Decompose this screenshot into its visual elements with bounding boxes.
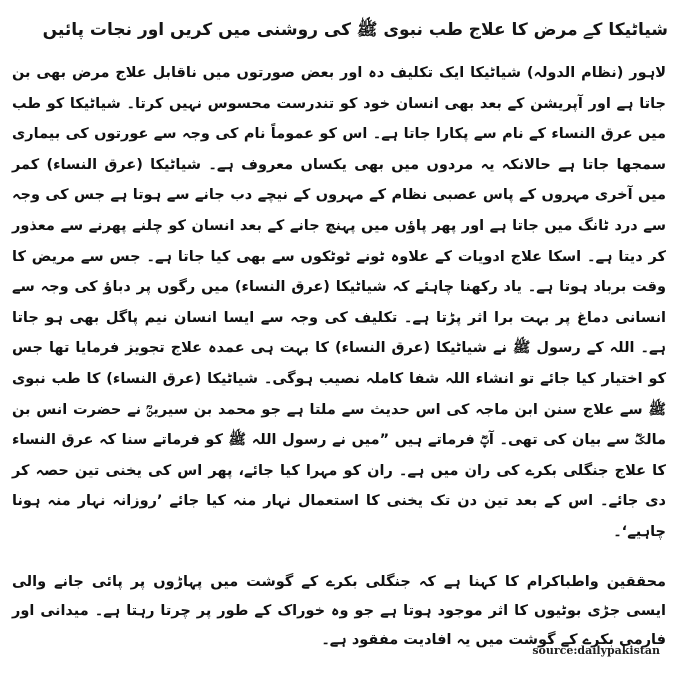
article-paragraph: محققین واطباکرام کا کہنا ہے کہ جنگلی بکرے کے گوشت میں پہاڑوں پر پائی جانے والی ایسی جڑی بوٹیوں کا اثر موجود ہوتا ہے جو وہ خوراک کے طور پر چرتا رہتا ہے۔ میدانی اور فارمی بکرے کے گوشت میں یہ افادیت مفقود ہے۔ (12, 573, 666, 648)
article-headline: شیاٹیکا کے مرض کا علاج طب نبوی ﷺ کی روشنی میں کریں اور نجات پائیں (42, 20, 668, 41)
article-body (12, 58, 666, 655)
article-paragraph: لاہور (نظام الدولہ) شیاٹیکا ایک تکلیف دہ اور بعض صورتوں میں ناقابل علاج مرض بھی بن جاتا ہے اور آپریشن کے بعد بھی انسان خود کو تندرست محسوس نہیں کرتا۔ شیاٹیکا کو طب میں عرق النساء کے نام سے پکارا جاتا ہے۔ اس کو عموماً نام کی وجہ سے عورتوں کی بیماری سمجھا جاتا ہے حالانکہ یہ مردوں میں بھی یکساں معروف ہے۔ شیاٹیکا (عرق النساء) کمر میں آخری مہروں کے پاس عصبی نظام کے مہروں کے نیچے دب جانے سے ہوتا ہے جس کی وجہ سے درد ٹانگ میں جاتا ہے اور پھر پاؤں میں پہنچ جانے کے بعد انسان کو چلنے پھرنے سے معذور کر دیتا ہے۔ اسکا علاج ادویات کے علاوہ ٹونے ٹوٹکوں سے بھی کیا جاتا ہے۔ جس سے مریض کا وقت برباد ہوتا ہے۔ یاد رکھنا چاہئے کہ شیاٹیکا (عرق النساء) میں رگوں پر دباؤ کی وجہ سے انسانی دماغ پر بہت برا اثر پڑتا ہے۔ تکلیف کی وجہ سے ایسا انسان نیم پاگل بھی ہو جاتا ہے۔ اللہ کے رسول ﷺ نے شیاٹیکا (عرق النساء) کا بہت ہی عمدہ علاج تجویز فرمایا تھا جس کو اختیار کیا جائے تو انشاء اللہ شفا کاملہ نصیب ہوگی۔ شیاٹیکا (عرق النساء) کا طب نبوی ﷺ سے علاج سنن ابن ماجہ کی اس حدیث سے ملتا ہے جو محمد بن سیرینؒ نے حضرت انس بن مالکؓ سے بیان کی تھی۔ آپؓ فرماتے ہیں ”میں نے رسول اللہ ﷺ کو فرماتے سنا کہ عرق النساء کا علاج جنگلی بکرے کی ران میں ہے۔ ران کو مہرا کیا جائے، پھر اس کی یخنی تین حصہ کر دی جائے۔ اس کے بعد تین دن تک یخنی کا استعمال نہار منہ کیا جائے ’روزانہ نہار منہ ہونا چاہیے‘۔ (12, 65, 666, 540)
source-credit: source:dailypakistan (532, 644, 660, 657)
